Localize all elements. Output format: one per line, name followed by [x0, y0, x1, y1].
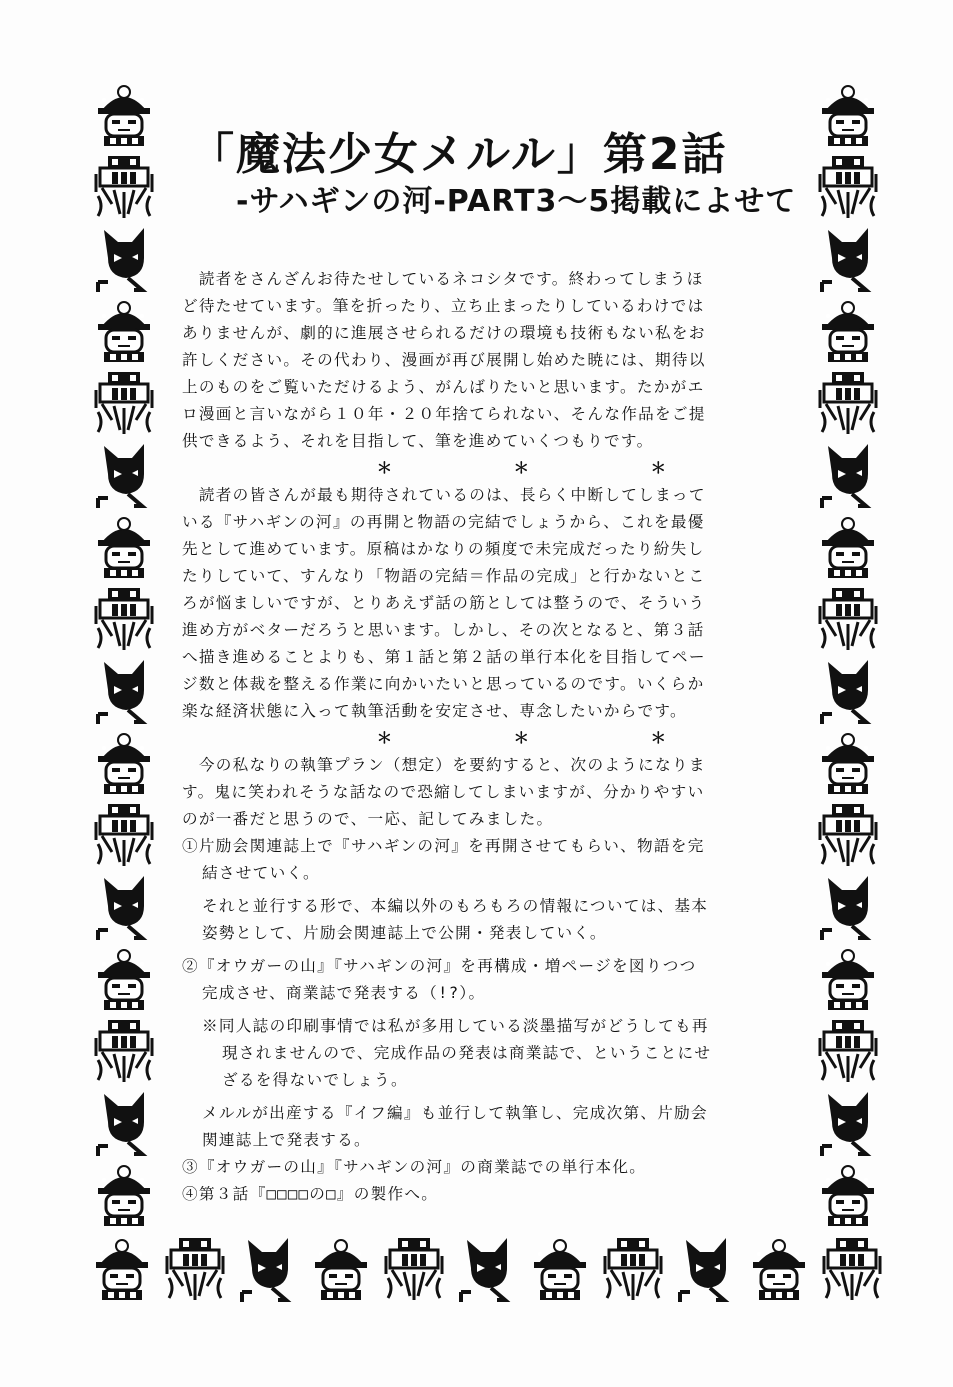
- witch-icon: [311, 1234, 371, 1302]
- page-title: 「魔法少女メルル」第2話: [190, 129, 728, 180]
- paragraph-3: [182, 752, 802, 833]
- separator-asterisk: ＊: [650, 459, 668, 477]
- witch-icon: [818, 512, 878, 580]
- text-line: 読者をさんざんお待たせしているネコシタです。終わってしまうほ: [182, 270, 704, 288]
- plan-item-2-note-cont: 現されませんので、完成作品の発表は商業誌で、ということにせ: [222, 1044, 712, 1062]
- witch-icon: [94, 728, 154, 796]
- crab-creature-icon: [818, 1016, 878, 1084]
- crab-creature-icon: [818, 152, 878, 220]
- black-cat-icon: [818, 656, 878, 724]
- witch-icon: [530, 1234, 590, 1302]
- text-line: 上のものをご覧いただけるよう、がんばりたいと思います。たかがエ: [182, 378, 705, 396]
- crab-creature-icon: [603, 1234, 663, 1302]
- crab-creature-icon: [818, 584, 878, 652]
- right-border: [816, 80, 880, 1232]
- black-cat-icon: [818, 872, 878, 940]
- left-border: [92, 80, 156, 1232]
- black-cat-icon: [676, 1234, 736, 1302]
- plan-item-4: ④第３話『□□□□の□』の製作へ。: [182, 1185, 439, 1203]
- black-cat-icon: [818, 224, 878, 292]
- section-separator: [182, 725, 802, 752]
- plan-item-2-note-cont: ざるを得ないでしょう。: [222, 1071, 408, 1089]
- text-line: す。鬼に笑われそうな話なので恐縮してしまいますが、分かりやすい: [182, 783, 705, 801]
- text-line: ロ漫画と言いながら１０年・２０年捨てられない、そんな作品をご提: [182, 405, 706, 423]
- witch-icon: [818, 728, 878, 796]
- witch-icon: [818, 80, 878, 148]
- bottom-border: [92, 1232, 882, 1304]
- separator-asterisk: ＊: [513, 729, 531, 747]
- plan-item-2-note: ※同人誌の印刷事情では私が多用している淡墨描写がどうしても再: [202, 1017, 709, 1035]
- crab-creature-icon: [822, 1234, 882, 1302]
- text-line: ジ数と体裁を整える作業に向かいたいと思っているのです。いくらか: [182, 675, 705, 693]
- text-line: 読者の皆さんが最も期待されているのは、長らく中断してしまって: [182, 486, 706, 504]
- paragraph-1: [182, 266, 802, 455]
- plan-item-2-cont: 完成させ、商業誌で発表する（!?）。: [202, 984, 486, 1002]
- text-line: へ描き進めることよりも、第１話と第２話の単行本化を目指してペー: [182, 648, 706, 666]
- crab-creature-icon: [94, 584, 154, 652]
- witch-icon: [92, 1234, 152, 1302]
- article-body: [182, 266, 802, 1208]
- witch-icon: [94, 944, 154, 1012]
- plan-item-2: ②『オウガーの山』『サハギンの河』を再構成・増ページを図りつつ: [182, 957, 697, 975]
- text-line: 先として進めています。原稿はかなりの頻度で未完成だったり紛失し: [182, 540, 705, 558]
- witch-icon: [94, 80, 154, 148]
- text-line: 許しください。その代わり、漫画が再び展開し始めた暁には、期待以: [182, 351, 706, 369]
- black-cat-icon: [94, 224, 154, 292]
- text-line: ろが悩ましいですが、とりあえず話の筋としては整うので、そういう: [182, 594, 706, 612]
- black-cat-icon: [818, 440, 878, 508]
- witch-icon: [94, 512, 154, 580]
- black-cat-icon: [94, 872, 154, 940]
- plan-item-3: ③『オウガーの山』『サハギンの河』の商業誌での単行本化。: [182, 1158, 647, 1176]
- text-line: 進め方がベターだろうと思います。しかし、その次となると、第３話: [182, 621, 705, 639]
- section-separator: [182, 455, 802, 482]
- text-line: いる『サハギンの河』の再開と物語の完結でしょうから、これを最優: [182, 513, 705, 531]
- text-line: ありませんが、劇的に進展させられるだけの環境も技術もない私をお: [182, 324, 706, 342]
- plan-item-1-note: それと並行する形で、本編以外のもろもろの情報については、基本: [202, 897, 709, 915]
- plan-item-1: ①片励会関連誌上で『サハギンの河』を再開させてもらい、物語を完: [182, 837, 705, 855]
- plan-item-1-note-cont: 姿勢として、片励会関連誌上で公開・発表していく。: [202, 924, 607, 942]
- crab-creature-icon: [94, 1016, 154, 1084]
- separator-asterisk: ＊: [376, 459, 394, 477]
- plan-item-2-extra: メルルが出産する『イフ編』も並行して執筆し、完成次第、片励会: [202, 1104, 708, 1122]
- paragraph-2: [182, 482, 802, 725]
- black-cat-icon: [94, 1088, 154, 1156]
- text-line: のが一番だと思うので、一応、記してみました。: [182, 810, 554, 828]
- black-cat-icon: [94, 656, 154, 724]
- text-line: 今の私なりの執筆プラン（想定）を要約すると、次のようになりま: [182, 756, 706, 774]
- crab-creature-icon: [165, 1234, 225, 1302]
- witch-icon: [94, 296, 154, 364]
- crab-creature-icon: [94, 800, 154, 868]
- black-cat-icon: [238, 1234, 298, 1302]
- plan-item-1-cont: 結させていく。: [202, 864, 320, 882]
- crab-creature-icon: [818, 800, 878, 868]
- text-line: 供できるよう、それを目指して、筆を進めていくつもりです。: [182, 432, 654, 450]
- witch-icon: [749, 1234, 809, 1302]
- crab-creature-icon: [818, 368, 878, 436]
- black-cat-icon: [818, 1088, 878, 1156]
- witch-icon: [818, 296, 878, 364]
- text-line: たりしていて、すんなり「物語の完結＝作品の完成」と行かないとこ: [182, 567, 706, 585]
- separator-asterisk: ＊: [513, 459, 531, 477]
- separator-asterisk: ＊: [376, 729, 394, 747]
- witch-icon: [818, 1160, 878, 1228]
- crab-creature-icon: [94, 368, 154, 436]
- black-cat-icon: [457, 1234, 517, 1302]
- crab-creature-icon: [384, 1234, 444, 1302]
- crab-creature-icon: [94, 152, 154, 220]
- plan-item-2-extra-cont: 関連誌上で発表する。: [202, 1131, 371, 1149]
- separator-asterisk: ＊: [650, 729, 668, 747]
- witch-icon: [94, 1160, 154, 1228]
- plan-list: [182, 833, 802, 1208]
- text-line: ど待たせています。筆を折ったり、立ち止まったりしているわけでは: [182, 297, 705, 315]
- black-cat-icon: [94, 440, 154, 508]
- witch-icon: [818, 944, 878, 1012]
- page-subtitle: -サハギンの河-PART3〜5掲載によせて: [236, 184, 797, 219]
- text-line: 楽な経済状態に入って執筆活動を安定させ、専念したいからです。: [182, 702, 687, 720]
